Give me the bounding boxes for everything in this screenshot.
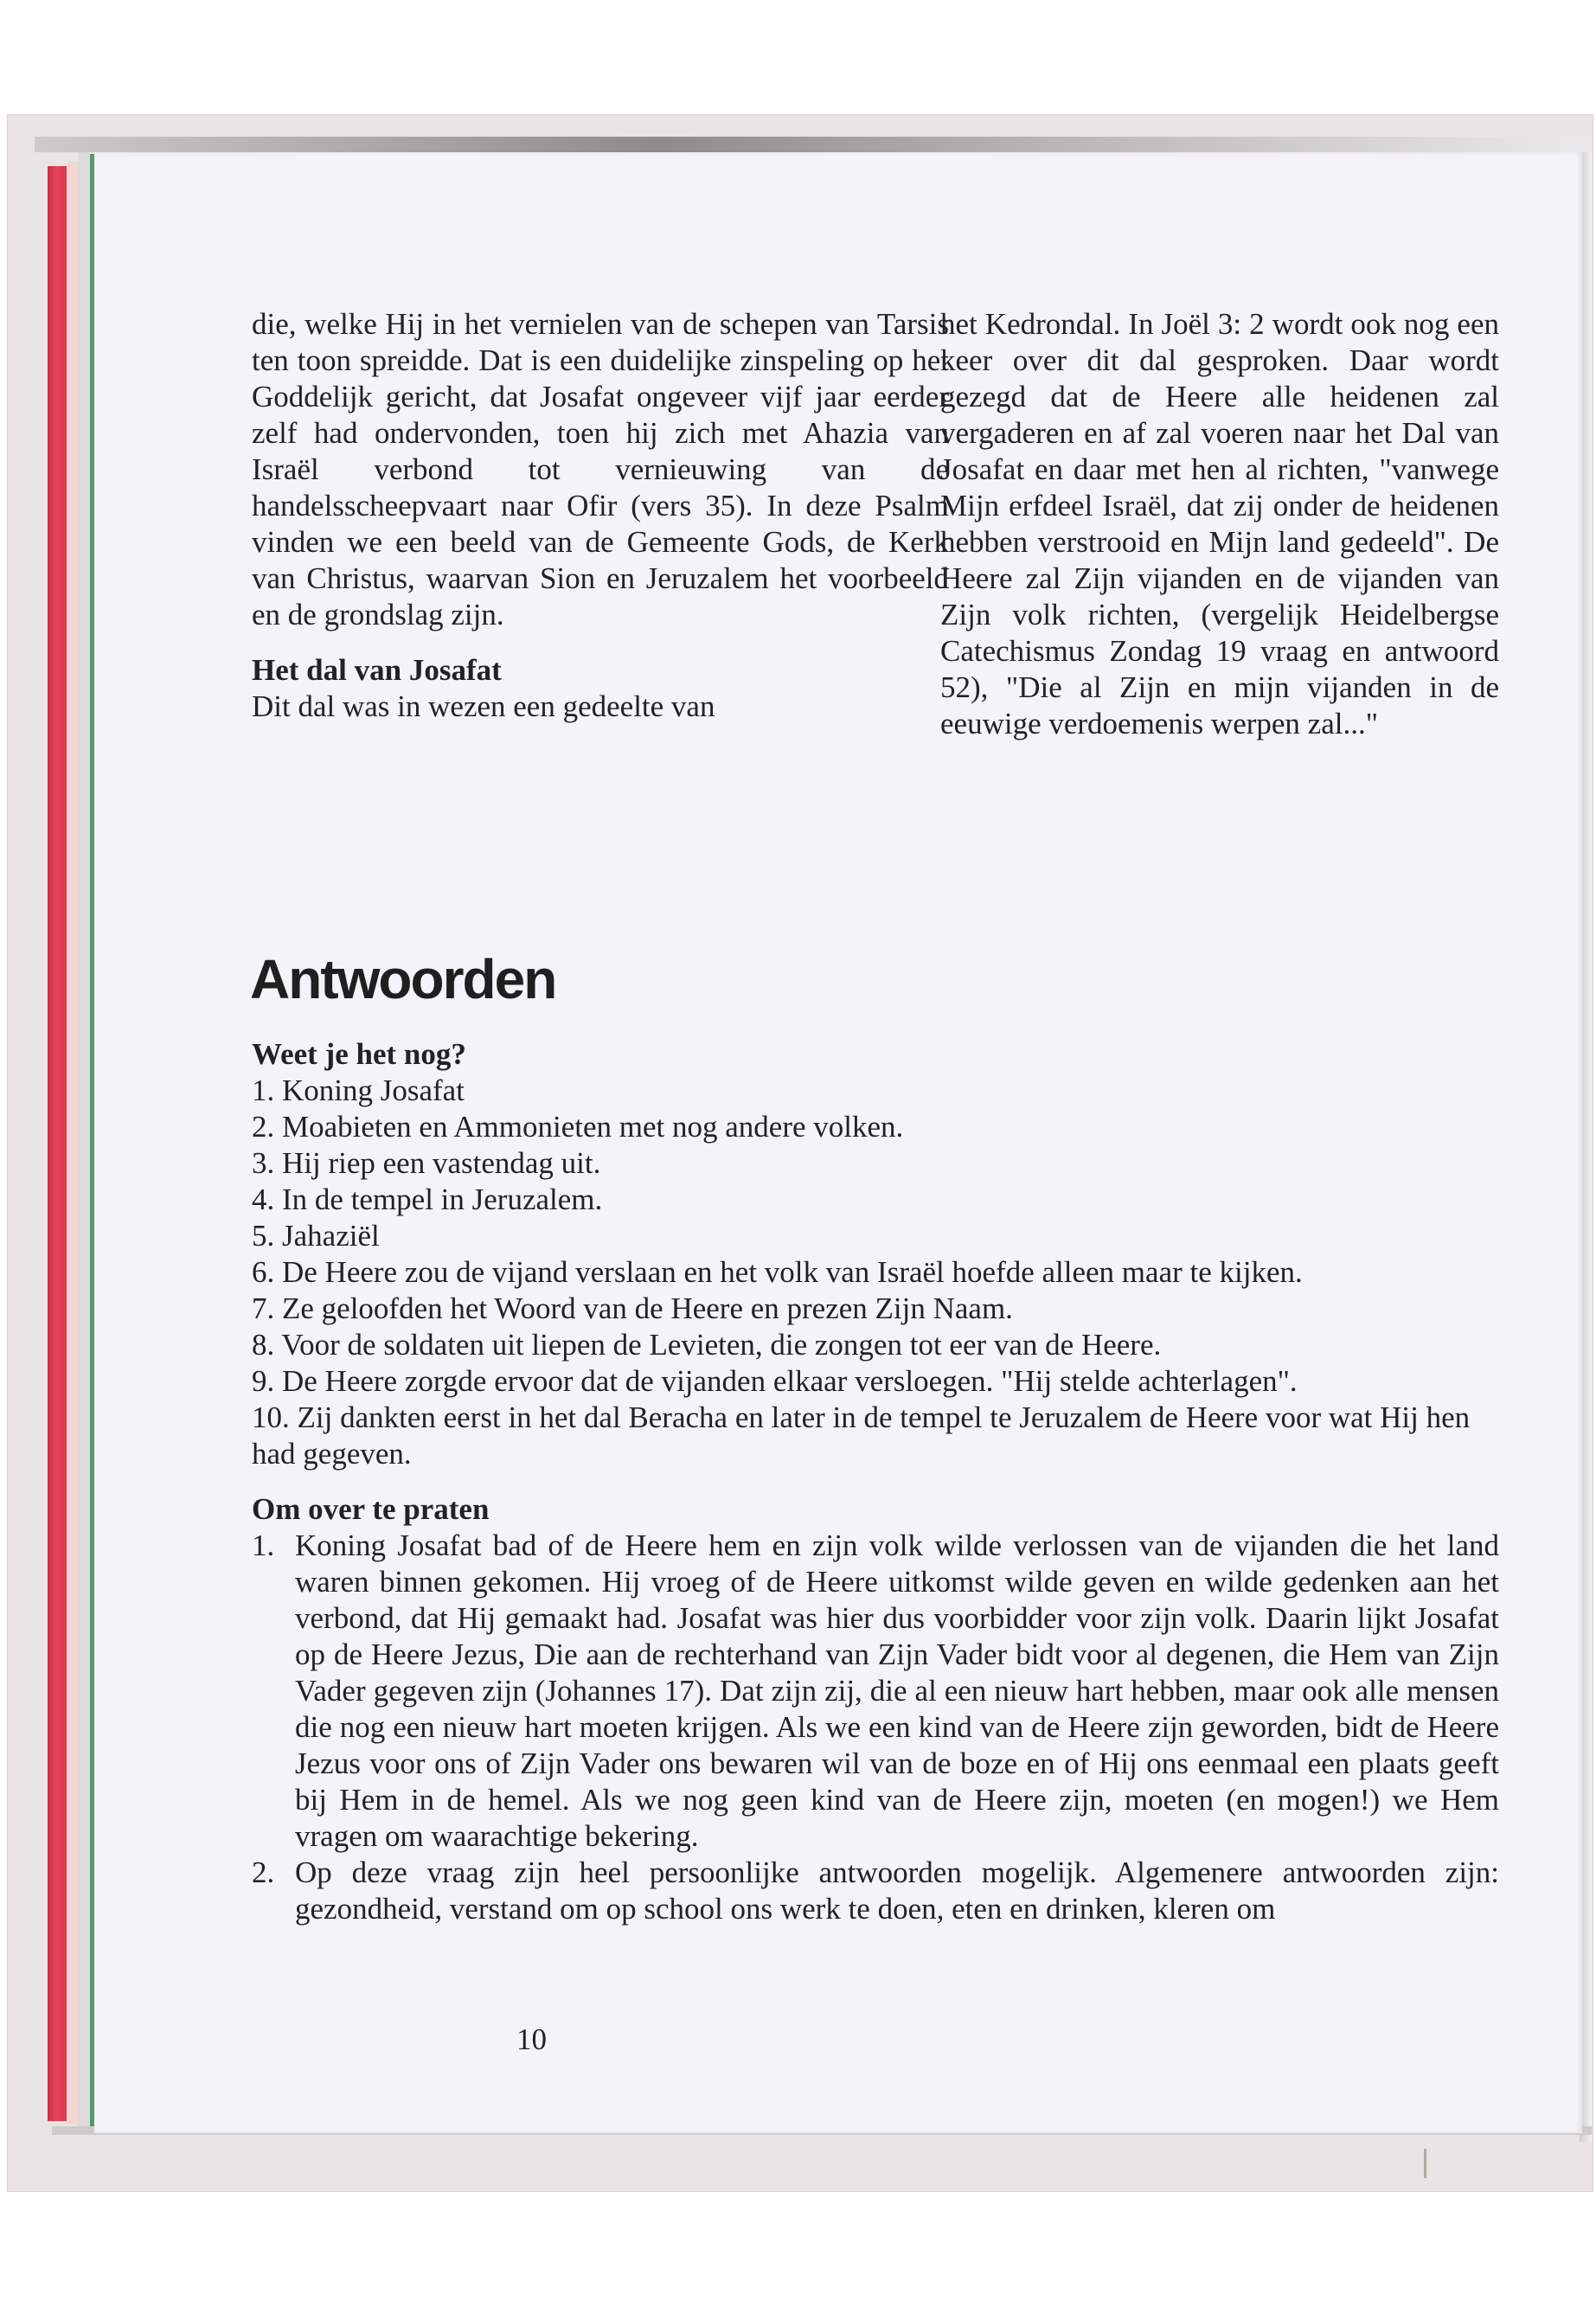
answer-item: 8. Voor de soldaten uit liepen de Levieten, die zongen tot eer van de Heere. [252, 1328, 1162, 1362]
left-paragraph-2: Dit dal was in wezen een gedeelte van [252, 689, 715, 723]
answer-item: 9. De Heere zorgde ervoor dat de vijanden elkaar versloegen. "Hij stelde achterlagen". [252, 1364, 1298, 1398]
answers-list [252, 1073, 1499, 1472]
section-heading-weet-je-het-nog: Weet je het nog? [252, 1037, 466, 1071]
answer-item: 3. Hij riep een vastendag uit. [252, 1146, 601, 1180]
discussion-item [252, 1528, 1499, 1855]
scan-mark [1424, 2149, 1426, 2178]
discussion-item [252, 1855, 1499, 1927]
section-heading-om-over-te-praten: Om over te praten [252, 1492, 490, 1526]
left-column [252, 306, 949, 725]
answer-item: 7. Ze geloofden het Woord van de Heere en prezen Zijn Naam. [252, 1292, 1013, 1325]
answer-item: 4. In de tempel in Jeruzalem. [252, 1183, 603, 1216]
book-top-edge [35, 137, 1592, 152]
discussion-item-number: 1. [252, 1529, 275, 1562]
answer-item: 10. Zij dankten eerst in het dal Beracha en later in de tempel te Jeruzalem de Heere voor wat Hij hen had gegeven. [252, 1400, 1471, 1471]
section-heading-dal-van-josafat: Het dal van Josafat [252, 653, 502, 687]
page-number: 10 [516, 2022, 547, 2056]
discussion-item-number: 2. [252, 1856, 275, 1889]
answers-section [252, 1036, 1499, 1927]
right-paragraph: het Kedrondal. In Joël 3: 2 wordt ook nog een keer over dit dal gesproken. Daar wordt gezegd dat de Heere alle heidenen zal vergaderen en af zal voeren naar het Dal van Josafat en daar met hen al richten, "vanwege Mijn erfdeel Israël, dat zij onder de heidenen hebben verstrooid en Mijn land gedeeld". De Heere zal Zijn vijanden en de vijanden van Zijn volk richten, (vergelijk Heidelbergse Catechismus Zondag 19 vraag en antwoord 52), "Die al Zijn en mijn vijanden in de eeuwige verdoemenis werpen zal..." [940, 307, 1499, 740]
left-paragraph-1: die, welke Hij in het vernielen van de schepen van Tarsis ten toon spreidde. Dat is een duidelijke zinspeling op het Goddelijk gericht, dat Josafat ongeveer vijf jaar eerder zelf had ondervonden, toen hij zich met Ahazia van Israël verbond tot vernieuwing van de handelsscheepvaart naar Ofir (vers 35). In deze Psalm vinden we een beeld van de Gemeente Gods, de Kerk van Christus, waarvan Sion en Jeruzalem het voorbeeld en de grondslag zijn. [252, 307, 949, 631]
answer-item: 1. Koning Josafat [252, 1074, 465, 1107]
answer-item: 5. Jahaziël [252, 1219, 380, 1253]
answer-item: 2. Moabieten en Ammonieten met nog andere volken. [252, 1110, 904, 1144]
discussion-item-text: Koning Josafat bad of de Heere hem en zijn volk wilde verlossen van de vijanden die het land waren binnen gekomen. Hij vroeg of de Heere uitkomst wilde geven en wilde gedenken aan het verbond, dat Hij gemaakt had. Josafat was hier dus voorbidder voor zijn volk. Daarin lijkt Josafat op de Heere Jezus, Die aan de rechterhand van Zijn Vader bidt voor al degenen, die Hem van Zijn Vader gegeven zijn (Johannes 17). Dat zijn zij, die al een nieuw hart hebben, maar ook alle mensen die nog een nieuw hart moeten krijgen. Als we een kind van de Heere zijn geworden, bidt de Heere Jezus voor ons of Zijn Vader ons bewaren wil van de boze en of Hij ons eenmaal een plaats geeft bij Hem in de hemel. Als we nog geen kind van de Heere zijn, moeten (en mogen!) we Hem vragen om waarachtige bekering. [295, 1529, 1499, 1853]
book-cover-edge-pink [67, 161, 78, 2125]
discussion-list [252, 1528, 1499, 1927]
answers-title: Antwoorden [250, 948, 556, 1010]
book-page-stack [78, 152, 90, 2126]
discussion-item-text: Op deze vraag zijn heel persoonlijke antwoorden mogelijk. Algemenere antwoorden zijn: gezondheid, verstand om op school ons werk te doen, eten en drinken, kleren om [295, 1856, 1499, 1926]
answer-item: 6. De Heere zou de vijand verslaan en het volk van Israël hoefde alleen maar te kijken. [252, 1255, 1303, 1289]
book-cover-edge-red [48, 166, 67, 2121]
right-column [940, 306, 1499, 742]
